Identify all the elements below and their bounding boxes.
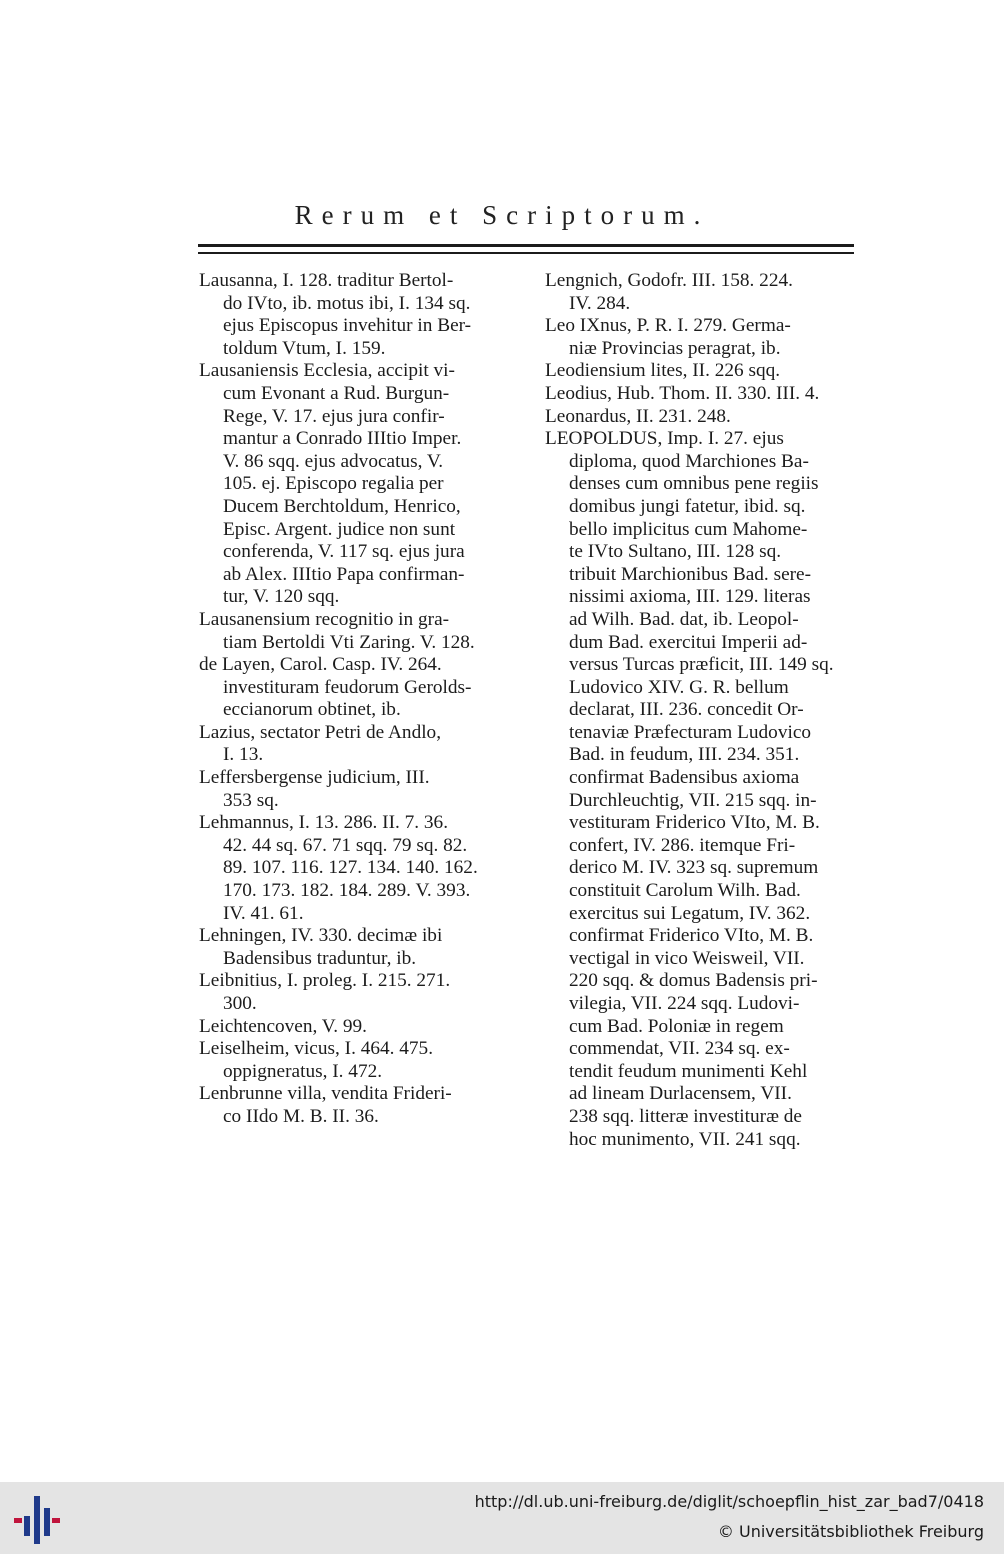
entry-line: LEOPOLDUS, Imp. I. 27. ejus <box>545 428 784 450</box>
entry-line: hoc munimento, VII. 241 sqq. <box>569 1128 801 1150</box>
entry-line: Leonardus, II. 231. 248. <box>545 405 731 427</box>
entry-line: Leichtencoven, V. 99. <box>199 1015 367 1037</box>
copyright-notice: © Universitätsbibliothek Freiburg <box>717 1522 984 1541</box>
entry-line: diploma, quod Marchiones Ba- <box>569 450 809 472</box>
entry-line: Ducem Berchtoldum, Henrico, <box>223 495 461 517</box>
entry-line: Bad. in feudum, III. 234. 351. <box>569 744 800 766</box>
index-entry <box>199 925 517 970</box>
ub-freiburg-logo-icon <box>12 1494 64 1546</box>
entry-line: eccianorum obtinet, ib. <box>223 699 401 721</box>
entry-line: confert, IV. 286. itemque Fri- <box>569 834 796 856</box>
entry-line: Ludovico XIV. G. R. bellum <box>569 676 789 698</box>
entry-line: Durchleuchtig, VII. 215 sqq. in- <box>569 789 817 811</box>
entry-line: confirmat Friderico VIto, M. B. <box>569 925 814 947</box>
entry-line: 170. 173. 182. 184. 289. V. 393. <box>223 880 471 902</box>
entry-line: declarat, III. 236. concedit Or- <box>569 699 804 721</box>
entry-line: do IVto, ib. motus ibi, I. 134 sq. <box>223 292 471 314</box>
index-entry <box>545 406 863 429</box>
index-entry <box>545 428 863 1151</box>
entry-line: denses cum omnibus pene regiis <box>569 473 819 495</box>
entry-line: ad Wilh. Bad. dat, ib. Leopol- <box>569 608 799 630</box>
entry-line: Leodius, Hub. Thom. II. 330. III. 4. <box>545 382 820 404</box>
entry-line: tribuit Marchionibus Bad. sere- <box>569 563 812 585</box>
source-url[interactable]: http://dl.ub.uni-freiburg.de/diglit/schoepflin_hist_zar_bad7/0418 <box>474 1492 984 1511</box>
entry-line: Leibnitius, I. proleg. I. 215. 271. <box>199 970 451 992</box>
index-entry <box>199 360 517 609</box>
entry-line: mantur a Conrado IIItio Imper. <box>223 428 462 450</box>
index-entry <box>199 1083 517 1128</box>
entry-line: ejus Episcopus invehitur in Ber- <box>223 315 472 337</box>
entry-line: versus Turcas præficit, III. 149 sq. <box>569 654 834 676</box>
entry-line: IV. 41. 61. <box>223 902 304 924</box>
entry-line: 300. <box>223 993 257 1014</box>
index-entry <box>199 1038 517 1083</box>
entry-line: bello implicitus cum Mahome- <box>569 518 808 540</box>
index-entry <box>545 270 863 315</box>
entry-line: de Layen, Carol. Casp. IV. 264. <box>199 654 442 676</box>
entry-line: confirmat Badensibus axioma <box>569 767 800 789</box>
entry-line: tendit feudum munimenti Kehl <box>569 1060 808 1082</box>
entry-line: tiam Bertoldi Vti Zaring. V. 128. <box>223 631 475 653</box>
entry-line: 89. 107. 116. 127. 134. 140. 162. <box>223 857 478 879</box>
entry-line: niæ Provincias peragrat, ib. <box>569 337 781 359</box>
entry-line: V. 86 sqq. ejus advocatus, V. <box>223 450 444 472</box>
entry-line: toldum Vtum, I. 159. <box>223 337 386 359</box>
entry-line: Lehmannus, I. 13. 286. II. 7. 36. <box>199 812 449 834</box>
entry-line: Badensibus traduntur, ib. <box>223 947 417 969</box>
entry-line: Lengnich, Godofr. III. 158. 224. <box>545 270 793 291</box>
index-entry <box>199 970 517 1015</box>
entry-line: 105. ej. Episcopo regalia per <box>223 473 444 495</box>
index-entry <box>199 654 517 722</box>
entry-line: 220 sqq. & domus Badensis pri- <box>569 970 818 992</box>
entry-line: co IIdo M. B. II. 36. <box>223 1105 379 1127</box>
entry-line: 42. 44 sq. 67. 71 sqq. 79 sq. 82. <box>223 834 468 856</box>
entry-line: Leffersbergense judicium, III. <box>199 767 430 789</box>
entry-line: ab Alex. IIItio Papa confirman- <box>223 563 465 585</box>
index-entry <box>199 767 517 812</box>
index-entry <box>199 270 517 360</box>
entry-line: Leiselheim, vicus, I. 464. 475. <box>199 1038 434 1060</box>
index-entry <box>199 812 517 925</box>
entry-line: Rege, V. 17. ejus jura confir- <box>223 405 445 427</box>
entry-line: exercitus sui Legatum, IV. 362. <box>569 902 811 924</box>
entry-line: cum Evonant a Rud. Burgun- <box>223 382 450 404</box>
entry-line: nissimi axioma, III. 129. literas <box>569 586 811 608</box>
entry-line: investituram feudorum Gerolds- <box>223 676 472 698</box>
entry-line: tenaviæ Præfecturam Ludovico <box>569 721 812 743</box>
footer-bar <box>0 1482 1004 1554</box>
running-header: Rerum et Scriptorum. <box>294 200 710 230</box>
entry-line: vilegia, VII. 224 sqq. Ludovi- <box>569 993 800 1014</box>
entry-line: I. 13. <box>223 744 264 766</box>
entry-line: 353 sq. <box>223 789 279 811</box>
entry-line: constituit Carolum Wilh. Bad. <box>569 880 801 902</box>
entry-line: Episc. Argent. judice non sunt <box>223 518 456 540</box>
header-rule-thin <box>198 252 854 254</box>
entry-line: vectigal in vico Weisweil, VII. <box>569 947 805 969</box>
entry-line: oppigneratus, I. 472. <box>223 1060 383 1082</box>
entry-line: domibus jungi fatetur, ibid. sq. <box>569 495 806 517</box>
entry-line: te IVto Sultano, III. 128 sq. <box>569 541 782 563</box>
entry-line: dum Bad. exercitui Imperii ad- <box>569 631 808 653</box>
entry-line: IV. 284. <box>569 292 631 314</box>
entry-line: commendat, VII. 234 sq. ex- <box>569 1038 790 1060</box>
entry-line: cum Bad. Poloniæ in regem <box>569 1015 784 1037</box>
header-rule-thick <box>198 244 854 247</box>
index-entry <box>545 383 863 406</box>
index-column-right <box>545 270 863 1151</box>
index-entry <box>199 609 517 654</box>
entry-line: tur, V. 120 sqq. <box>223 586 340 608</box>
index-column-left <box>199 270 517 1129</box>
entry-line: Lazius, sectator Petri de Andlo, <box>199 721 442 743</box>
index-entry <box>545 360 863 383</box>
entry-line: Leo IXnus, P. R. I. 279. Germa- <box>545 315 791 337</box>
entry-line: Lausanensium recognitio in gra- <box>199 608 450 630</box>
entry-line: Leodiensium lites, II. 226 sqq. <box>545 360 781 382</box>
entry-line: Lausaniensis Ecclesia, accipit vi- <box>199 360 455 382</box>
entry-line: Lausanna, I. 128. traditur Bertol- <box>199 270 454 291</box>
entry-line: 238 sqq. litteræ investituræ de <box>569 1105 802 1127</box>
entry-line: ad lineam Durlacensem, VII. <box>569 1083 792 1105</box>
entry-line: vestituram Friderico VIto, M. B. <box>569 812 820 834</box>
entry-line: Lenbrunne villa, vendita Frideri- <box>199 1083 452 1105</box>
entry-line: Lehningen, IV. 330. decimæ ibi <box>199 925 443 947</box>
index-entry <box>199 1016 517 1039</box>
entry-line: conferenda, V. 117 sq. ejus jura <box>223 541 465 563</box>
entry-line: derico M. IV. 323 sq. supremum <box>569 857 819 879</box>
index-entry <box>199 722 517 767</box>
index-entry <box>545 315 863 360</box>
